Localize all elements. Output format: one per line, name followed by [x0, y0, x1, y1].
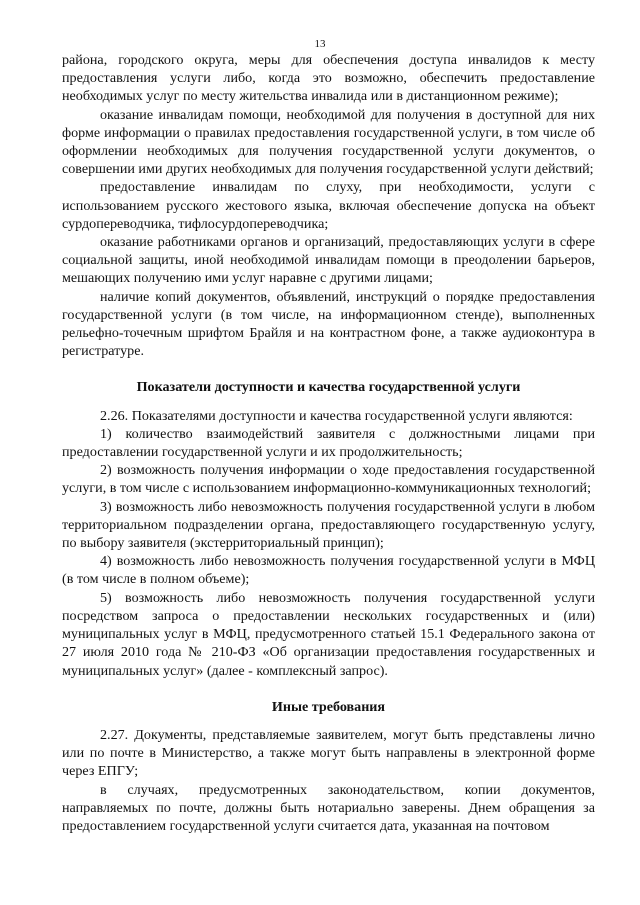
list-item: 4) возможность либо невозможность получения государственной услуги в МФЦ (в том числе в полном объеме); [62, 553, 595, 588]
list-item: 5) возможность либо невозможность получения государственной услуги посредством запроса о предоставлении нескольких государственных и (или) муниципальных услуг в МФЦ, предусмотренного статьей 15.1 Федерального закона от 27 июля 2010 года № 210-ФЗ «Об организации предоставления государственных и муниципальных услуг» (далее - комплексный запрос). [62, 589, 595, 679]
section-heading-other-requirements: Иные требования [271, 698, 386, 715]
body-paragraph: 2.26. Показателями доступности и качества государственной услуги являются: [100, 407, 573, 424]
body-paragraph: оказание инвалидам помощи, необходимой для получения в доступной для них форме информации о правилах предоставления государственной услуги, в том числе об оформлении необходимых для получения государственной услуги документов, о совершении ими других необходимых для получения государственной услуги действий; [62, 106, 595, 178]
body-paragraph: оказание работниками органов и организаций, предоставляющих услуги в сфере социальной защиты, иной необходимой инвалидам помощи в преодолении барьеров, мешающих получению ими услуг наравне с другими лицами; [62, 234, 595, 287]
list-item: 3) возможность либо невозможность получения государственной услуги в любом территориальном подразделении органа, предоставляющего государственную услугу, по выбору заявителя (экстерриториальный принцип); [62, 498, 595, 552]
body-paragraph: предоставление инвалидам по слуху, при необходимости, услуги с использованием русского жестового языка, включая обеспечение допуска на объект сурдопереводчика, тифлосурдопереводчика; [62, 179, 595, 232]
body-paragraph: района, городского округа, меры для обеспечения доступа инвалидов к месту предоставления услуги либо, когда это возможно, обеспечить предоставление необходимых услуг по месту жительства инвалида или в дистанционном режиме); [62, 52, 595, 105]
body-paragraph: наличие копий документов, объявлений, инструкций о порядке предоставления государственной услуги (в том числе, на информационном стенде), выполненных рельефно-точечным шрифтом Брайля и на контрастном фоне, а также аудиоконтура в регистратуре. [62, 288, 595, 360]
list-item: 2) возможность получения информации о ходе предоставления государственной услуги, в том числе с использованием информационно-коммуникационных технологий; [62, 462, 595, 497]
body-paragraph: в случаях, предусмотренных законодательством, копии документов, направляемых по почте, должны быть нотариально заверены. Днем обращения за предоставлением государственной услуги считается дата, указанная на почтовом [62, 781, 595, 834]
section-heading-accessibility: Показатели доступности и качества государственной услуги [136, 379, 521, 396]
page-number: 13 [314, 38, 326, 50]
list-item: 1) количество взаимодействий заявителя с должностными лицами при предоставлении государственной услуги и их продолжительность; [62, 425, 595, 461]
document-body [62, 51, 595, 835]
body-paragraph: 2.27. Документы, представляемые заявителем, могут быть представлены лично или по почте в Министерство, а также могут быть направлены в электронной форме через ЕПГУ; [62, 726, 595, 780]
